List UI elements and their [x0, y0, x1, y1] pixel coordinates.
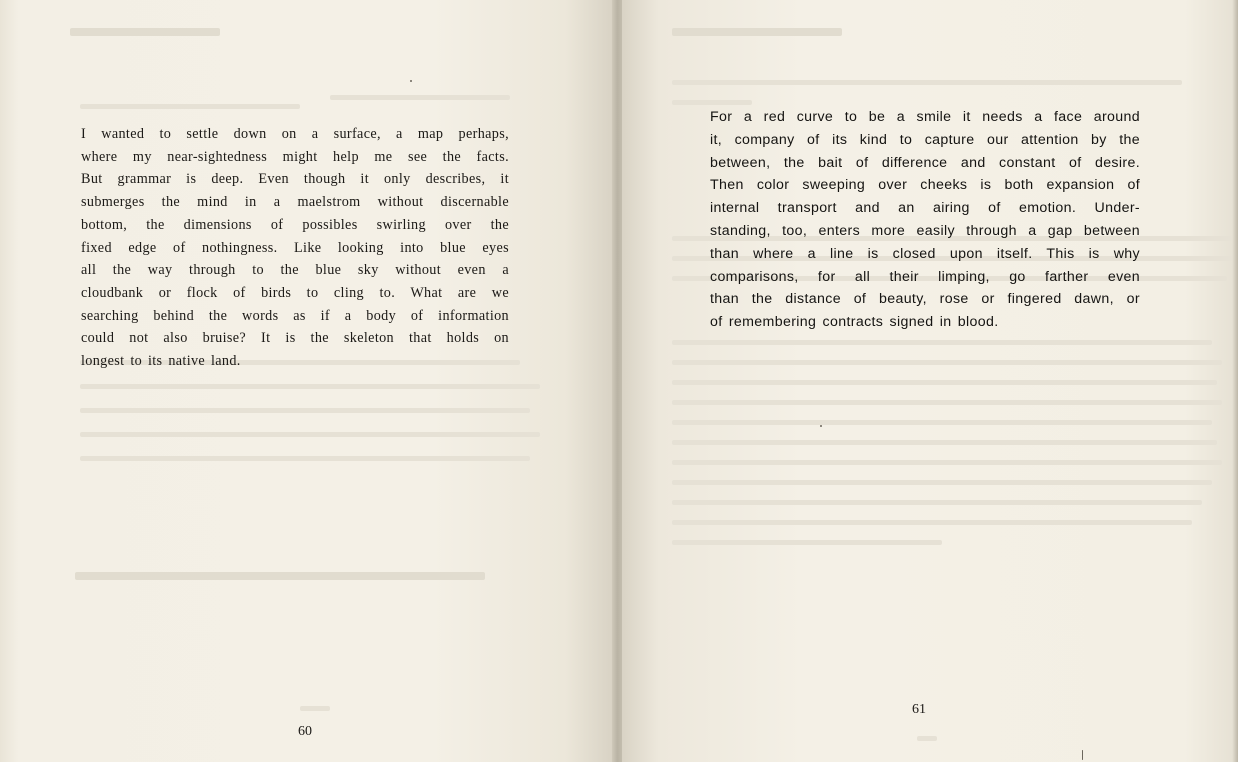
- text-line: between, the bait of difference and constant of desire.: [710, 154, 1140, 171]
- text-line: submerges the mind in a maelstrom without discernable: [81, 194, 509, 211]
- paper-speck: [820, 425, 822, 427]
- text-line: But grammar is deep. Even though it only describes, it: [81, 171, 509, 188]
- paper-speck: [410, 80, 412, 82]
- text-line: I wanted to settle down on a surface, a map perhaps,: [81, 126, 509, 142]
- text-line: For a red curve to be a smile it needs a face around: [710, 109, 1140, 125]
- text-line: comparisons, for all their limping, go farther even: [710, 268, 1140, 285]
- text-line: could not also bruise? It is the skeleton that holds on: [81, 330, 509, 347]
- show-through-text-left: [0, 0, 614, 762]
- text-line: bottom, the dimensions of possibles swirling over the: [81, 216, 509, 233]
- left-page: [0, 0, 614, 762]
- text-line: than the distance of beauty, rose or fingered dawn, or: [710, 291, 1140, 308]
- text-line: internal transport and an airing of emotion. Under-: [710, 200, 1140, 217]
- page-number-left: 60: [298, 724, 312, 739]
- text-line: fixed edge of nothingness. Like looking into blue eyes: [81, 239, 509, 256]
- text-line: searching behind the words as if a body of information: [81, 307, 509, 324]
- text-line: standing, too, enters more easily through a gap between: [710, 222, 1140, 239]
- text-line: where my near-sightedness might help me see the facts.: [81, 148, 509, 165]
- page-edge: [1232, 0, 1238, 762]
- left-page-text: [81, 123, 509, 373]
- text-line: cloudbank or flock of birds to cling to. What are we: [81, 284, 509, 301]
- text-line: of remembering contracts signed in blood.: [710, 314, 999, 331]
- paper-mark: [1082, 750, 1083, 760]
- text-line: Then color sweeping over cheeks is both expansion of: [710, 177, 1140, 194]
- text-line: it, company of its kind to capture our attention by the: [710, 131, 1140, 148]
- text-line: all the way through to the blue sky without even a: [81, 262, 509, 279]
- text-line: longest to its native land.: [81, 353, 241, 370]
- page-number-right: 61: [912, 702, 926, 717]
- right-page-text: [710, 106, 1140, 334]
- text-line: than where a line is closed upon itself. This is why: [710, 245, 1140, 262]
